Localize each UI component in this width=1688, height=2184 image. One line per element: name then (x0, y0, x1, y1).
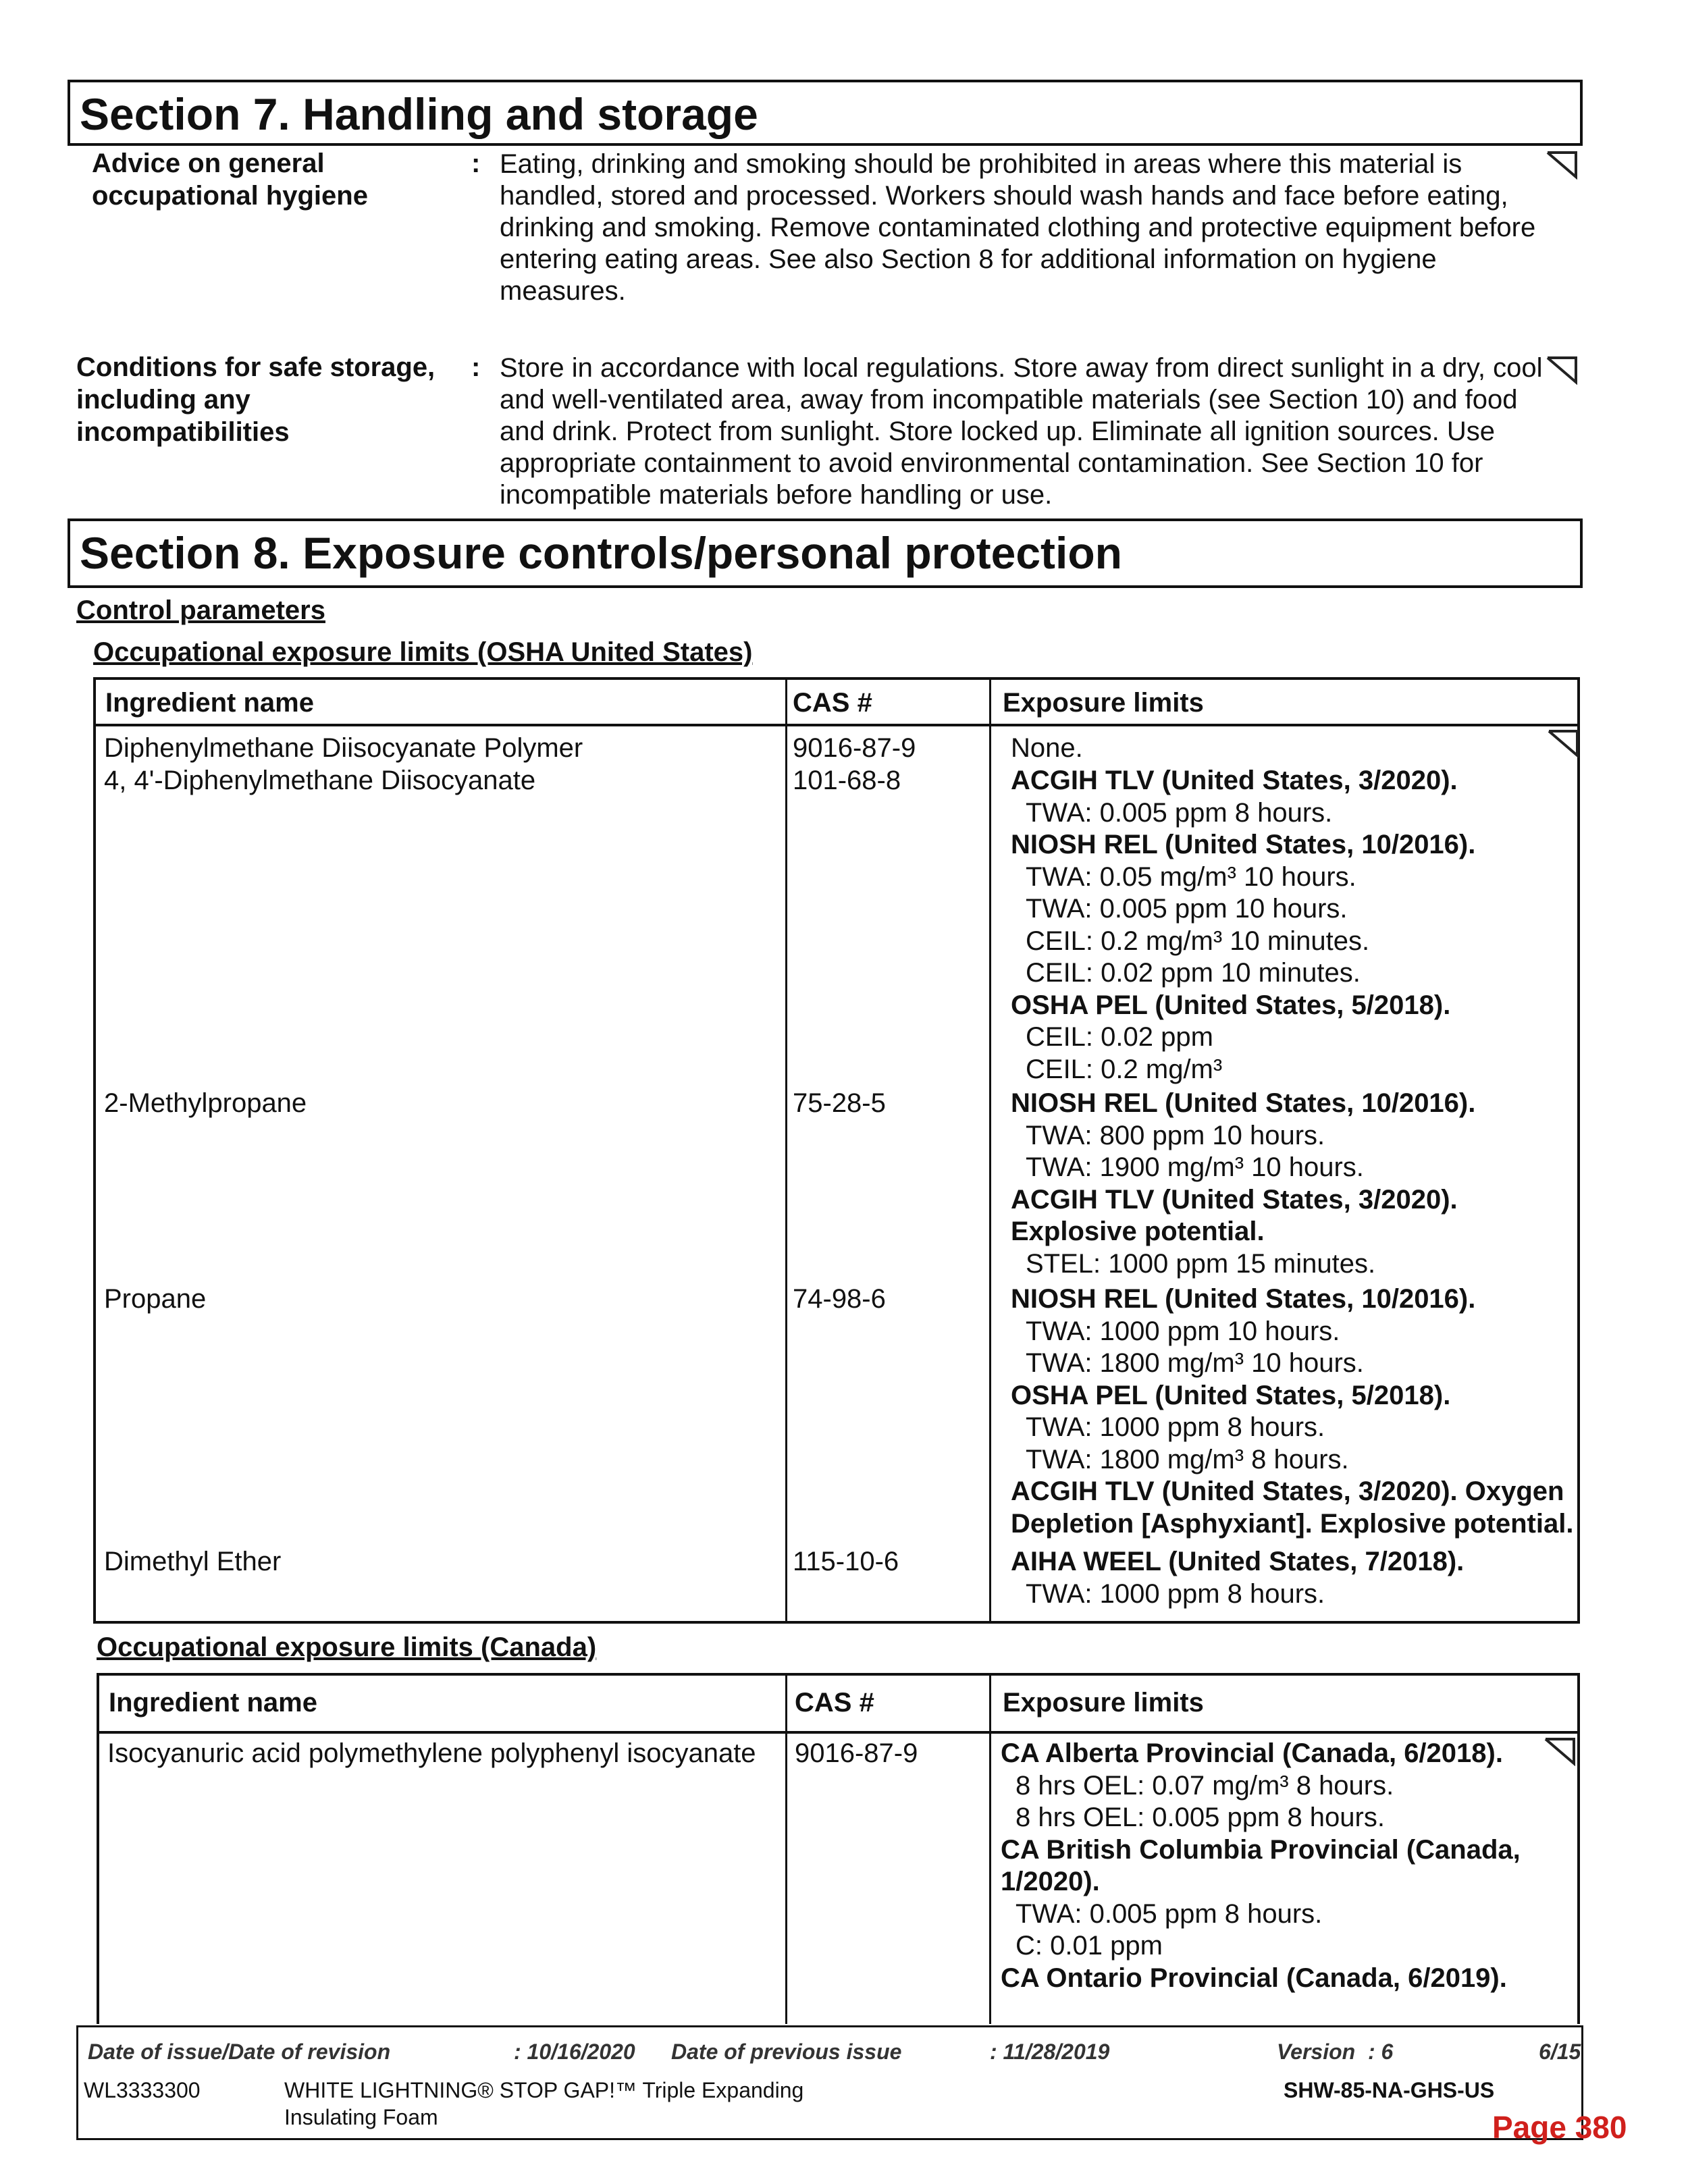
control-parameters-heading: Control parameters (76, 595, 325, 625)
header-ingredient-name: Ingredient name (109, 1688, 317, 1717)
paragraph-line: entering eating areas. See also Section 8 for additional information on hygiene (500, 244, 1437, 274)
cas-number-cell: 74-98-6 (793, 1284, 886, 1314)
header-cas: CAS # (795, 1688, 874, 1717)
limit-source-line: Explosive potential. (1011, 1217, 1265, 1246)
limit-source-line: AIHA WEEL (United States, 7/2018). (1011, 1547, 1465, 1576)
limit-source-line: CA Alberta Provincial (Canada, 6/2018). (1001, 1738, 1503, 1768)
limit-source-line: ACGIH TLV (United States, 3/2020). Oxygen (1011, 1476, 1564, 1506)
paragraph-line: handled, stored and processed. Workers should wash hands and face before eating, (500, 181, 1508, 211)
issue-date-value: : 10/16/2020 (514, 2040, 635, 2064)
annotation-corner-icon (1546, 355, 1579, 385)
hygiene-label: Advice on general occupational hygiene (92, 149, 368, 211)
previous-issue-label: Date of previous issue (671, 2040, 902, 2064)
section-8-title: Section 8. Exposure controls/personal protection (68, 518, 1583, 588)
limit-value-line: TWA: 0.005 ppm 8 hours. (1026, 797, 1333, 828)
table-header-row (99, 1676, 1577, 1734)
limit-source-line: Depletion [Asphyxiant]. Explosive potential. (1011, 1508, 1574, 1539)
paragraph-line: and well-ventilated area, away from incompatible materials (see Section 10) and food (500, 385, 1518, 415)
column-divider (785, 680, 787, 1621)
limit-source-line: NIOSH REL (United States, 10/2016). (1011, 1088, 1476, 1118)
cas-number-cell: 9016-87-9 (793, 733, 916, 763)
header-exposure-limits: Exposure limits (1003, 1688, 1204, 1717)
page-stamp: Page 380 (1492, 2110, 1627, 2145)
limit-source-line: NIOSH REL (United States, 10/2016). (1011, 830, 1476, 859)
column-divider (785, 1676, 787, 2024)
limit-source-line: CA Ontario Provincial (Canada, 6/2019). (1001, 1963, 1507, 1993)
annotation-corner-icon (1544, 1736, 1577, 1766)
limit-value-line: TWA: 0.005 ppm 10 hours. (1026, 894, 1348, 924)
limit-source-line: NIOSH REL (United States, 10/2016). (1011, 1284, 1476, 1314)
version-value: : 6 (1368, 2040, 1394, 2064)
column-divider (989, 680, 991, 1621)
page-number: 6/15 (1539, 2040, 1581, 2064)
limit-value-line: CEIL: 0.2 mg/m³ (1026, 1054, 1223, 1084)
limit-value-line: C: 0.01 ppm (1016, 1931, 1163, 1961)
table-header-row (96, 680, 1577, 726)
exposure-limits-cell (1011, 765, 1475, 1086)
exposure-limits-cell (1011, 1088, 1475, 1280)
limit-value-line: TWA: 1800 mg/m³ 8 hours. (1026, 1444, 1349, 1474)
ingredient-name-cell: 4, 4'-Diphenylmethane Diisocyanate (104, 766, 536, 795)
exposure-limits-cell (1001, 1738, 1521, 1994)
limit-value-line: TWA: 1000 ppm 8 hours. (1026, 1412, 1325, 1442)
section-7-title: Section 7. Handling and storage (68, 80, 1583, 146)
limit-value-line: TWA: 1800 mg/m³ 10 hours. (1026, 1348, 1364, 1378)
limit-value-line: TWA: 1000 ppm 10 hours. (1026, 1316, 1340, 1346)
osha-limits-heading: Occupational exposure limits (OSHA United States) (93, 637, 753, 667)
limit-value-line: TWA: 0.005 ppm 8 hours. (1016, 1898, 1323, 1929)
limit-value-line: CEIL: 0.02 ppm (1026, 1022, 1213, 1052)
storage-label: Conditions for safe storage, including any incompatibilities (76, 352, 436, 447)
header-exposure-limits: Exposure limits (1003, 688, 1204, 718)
paragraph-line: drinking and smoking. Remove contaminated clothing and protective equipment before (500, 213, 1536, 242)
paragraph-line: appropriate containment to avoid environmental contamination. See Section 10 for (500, 448, 1483, 478)
limit-source-line: ACGIH TLV (United States, 3/2020). (1011, 766, 1458, 795)
cas-number-cell: 115-10-6 (793, 1547, 899, 1576)
ingredient-name-cell: Isocyanuric acid polymethylene polyphenyl isocyanate (107, 1738, 756, 1768)
paragraph-line: Eating, drinking and smoking should be prohibited in areas where this material is (500, 149, 1462, 179)
limit-value-line: None. (1011, 733, 1083, 763)
issue-date-label: Date of issue/Date of revision (88, 2040, 391, 2064)
exposure-limits-cell (1011, 733, 1083, 765)
cas-number-cell: 75-28-5 (793, 1088, 886, 1118)
limit-source-line: OSHA PEL (United States, 5/2018). (1011, 990, 1451, 1020)
previous-issue-value: : 11/28/2019 (990, 2040, 1110, 2064)
cas-number-cell: 9016-87-9 (795, 1738, 918, 1768)
annotation-corner-icon (1548, 728, 1580, 758)
limit-source-line: CA British Columbia Provincial (Canada, (1001, 1834, 1521, 1865)
header-ingredient-name: Ingredient name (105, 688, 314, 718)
column-divider (989, 1676, 991, 2024)
paragraph-line: Store in accordance with local regulations. Store away from direct sunlight in a dry, cool (500, 353, 1543, 383)
ingredient-name-cell: Diphenylmethane Diisocyanate Polymer (104, 733, 583, 763)
limit-source-line: ACGIH TLV (United States, 3/2020). (1011, 1184, 1458, 1215)
paragraph-line: and drink. Protect from sunlight. Store locked up. Eliminate all ignition sources. Use (500, 417, 1496, 446)
canada-exposure-table (97, 1673, 1580, 2024)
limit-value-line: 8 hrs OEL: 0.005 ppm 8 hours. (1016, 1803, 1385, 1832)
limit-value-line: CEIL: 0.02 ppm 10 minutes. (1026, 958, 1361, 988)
ingredient-name-cell: Dimethyl Ether (104, 1547, 282, 1576)
hygiene-colon: : (471, 149, 481, 178)
exposure-limits-cell (1011, 1283, 1573, 1540)
paragraph-line: incompatible materials before handling or use. (500, 480, 1053, 510)
ingredient-name-cell: 2-Methylpropane (104, 1088, 307, 1118)
limit-value-line: STEL: 1000 ppm 15 minutes. (1026, 1248, 1376, 1279)
hygiene-text (500, 149, 1535, 307)
cas-number-cell: 101-68-8 (793, 766, 901, 795)
limit-value-line: TWA: 1000 ppm 8 hours. (1026, 1578, 1325, 1609)
ingredient-name-cell: Propane (104, 1284, 207, 1314)
limit-value-line: CEIL: 0.2 mg/m³ 10 minutes. (1026, 926, 1370, 956)
document-code: SHW-85-NA-GHS-US (1284, 2078, 1495, 2102)
product-name: WHITE LIGHTNING® STOP GAP!™ Triple Expanding Insulating Foam (284, 2078, 804, 2129)
annotation-corner-icon (1546, 150, 1579, 180)
storage-colon: : (471, 352, 481, 382)
osha-exposure-table (93, 677, 1580, 1624)
limit-source-line: OSHA PEL (United States, 5/2018). (1011, 1380, 1451, 1410)
limit-value-line: TWA: 1900 mg/m³ 10 hours. (1026, 1152, 1364, 1182)
paragraph-line: measures. (500, 276, 626, 306)
canada-limits-heading: Occupational exposure limits (Canada) (97, 1632, 597, 1662)
limit-value-line: TWA: 800 ppm 10 hours. (1026, 1120, 1325, 1150)
product-code: WL3333300 (84, 2078, 201, 2102)
header-cas: CAS # (793, 688, 872, 718)
storage-text (500, 352, 1542, 511)
exposure-limits-cell (1011, 1546, 1464, 1610)
version-label: Version (1277, 2040, 1356, 2064)
page-footer (76, 2025, 1583, 2140)
limit-source-line: 1/2020). (1001, 1867, 1100, 1896)
limit-value-line: TWA: 0.05 mg/m³ 10 hours. (1026, 861, 1356, 892)
limit-value-line: 8 hrs OEL: 0.07 mg/m³ 8 hours. (1016, 1770, 1394, 1801)
